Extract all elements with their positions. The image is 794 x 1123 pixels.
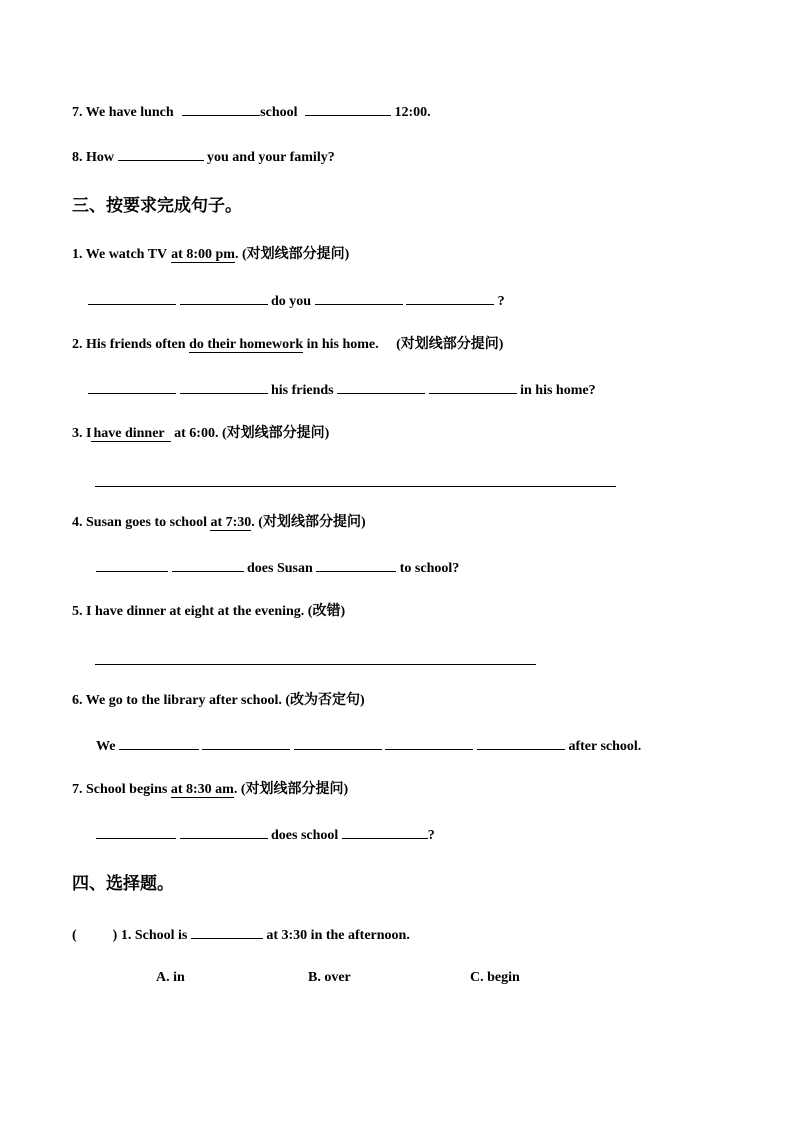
answer-blank[interactable] (342, 824, 428, 839)
answer-blank[interactable] (429, 379, 517, 394)
question-4-1: ( ) 1. School is at 3:30 in the afternoon. (72, 924, 410, 946)
answer-blank[interactable] (191, 924, 263, 939)
answer-line-3-3[interactable] (95, 486, 616, 487)
question-3-7: 7. School begins at 8:30 am. (对划线部分提问) (72, 782, 349, 797)
answer-blank[interactable] (182, 101, 260, 116)
answer-blank[interactable] (88, 290, 176, 305)
answer-blank[interactable] (96, 557, 168, 572)
question-3-3: 3. I have dinner at 6:00. (对划线部分提问) (72, 426, 330, 441)
answer-blank[interactable] (88, 379, 176, 394)
answer-line-3-5[interactable] (95, 664, 536, 665)
question-3-4: 4. Susan goes to school at 7:30. (对划线部分提问) (72, 515, 366, 530)
answer-blank[interactable] (294, 735, 382, 750)
answer-blank[interactable] (406, 290, 494, 305)
answer-blank[interactable] (337, 379, 425, 394)
answer-line-3-6: We after school. (96, 735, 641, 757)
answer-blank[interactable] (385, 735, 473, 750)
option-c[interactable]: C. begin (470, 970, 520, 985)
answer-blank[interactable] (477, 735, 565, 750)
answer-blank[interactable] (315, 290, 403, 305)
underlined-phrase: at 8:00 pm (171, 247, 235, 262)
answer-blank[interactable] (180, 824, 268, 839)
section-heading-3: 三、按要求完成句子。 (72, 196, 242, 215)
question-3-2: 2. His friends often do their homework in his home. (对划线部分提问) (72, 337, 504, 352)
answer-blank[interactable] (172, 557, 244, 572)
option-a[interactable]: A. in (156, 970, 185, 985)
question-2-7: 7. We have lunch school 12:00. (72, 101, 431, 123)
answer-line-3-2: his friends in his home? (88, 379, 596, 401)
question-3-6: 6. We go to the library after school. (改为否定句) (72, 693, 365, 708)
question-3-5: 5. I have dinner at eight at the evening. (改错) (72, 604, 346, 619)
answer-blank[interactable] (202, 735, 290, 750)
underlined-phrase: at 8:30 am (170, 782, 234, 797)
answer-blank[interactable] (316, 557, 396, 572)
question-3-1: 1. We watch TV at 8:00 pm. (对划线部分提问) (72, 247, 350, 262)
answer-blank[interactable] (305, 101, 391, 116)
answer-blank[interactable] (96, 824, 176, 839)
question-2-8: 8. How you and your family? (72, 146, 335, 168)
option-b[interactable]: B. over (308, 970, 351, 985)
answer-blank[interactable] (119, 735, 199, 750)
answer-blank[interactable] (180, 290, 268, 305)
answer-line-3-1: do you ? (88, 290, 505, 312)
underlined-phrase: do their homework (189, 337, 304, 352)
answer-blank[interactable] (180, 379, 268, 394)
underlined-phrase: have dinner (91, 426, 170, 442)
section-heading-4: 四、选择题。 (72, 874, 174, 893)
answer-line-3-7: does school ? (96, 824, 435, 846)
answer-blank[interactable] (118, 146, 204, 161)
underlined-phrase: at 7:30 (210, 515, 252, 530)
answer-line-3-4: does Susan to school? (96, 557, 459, 579)
